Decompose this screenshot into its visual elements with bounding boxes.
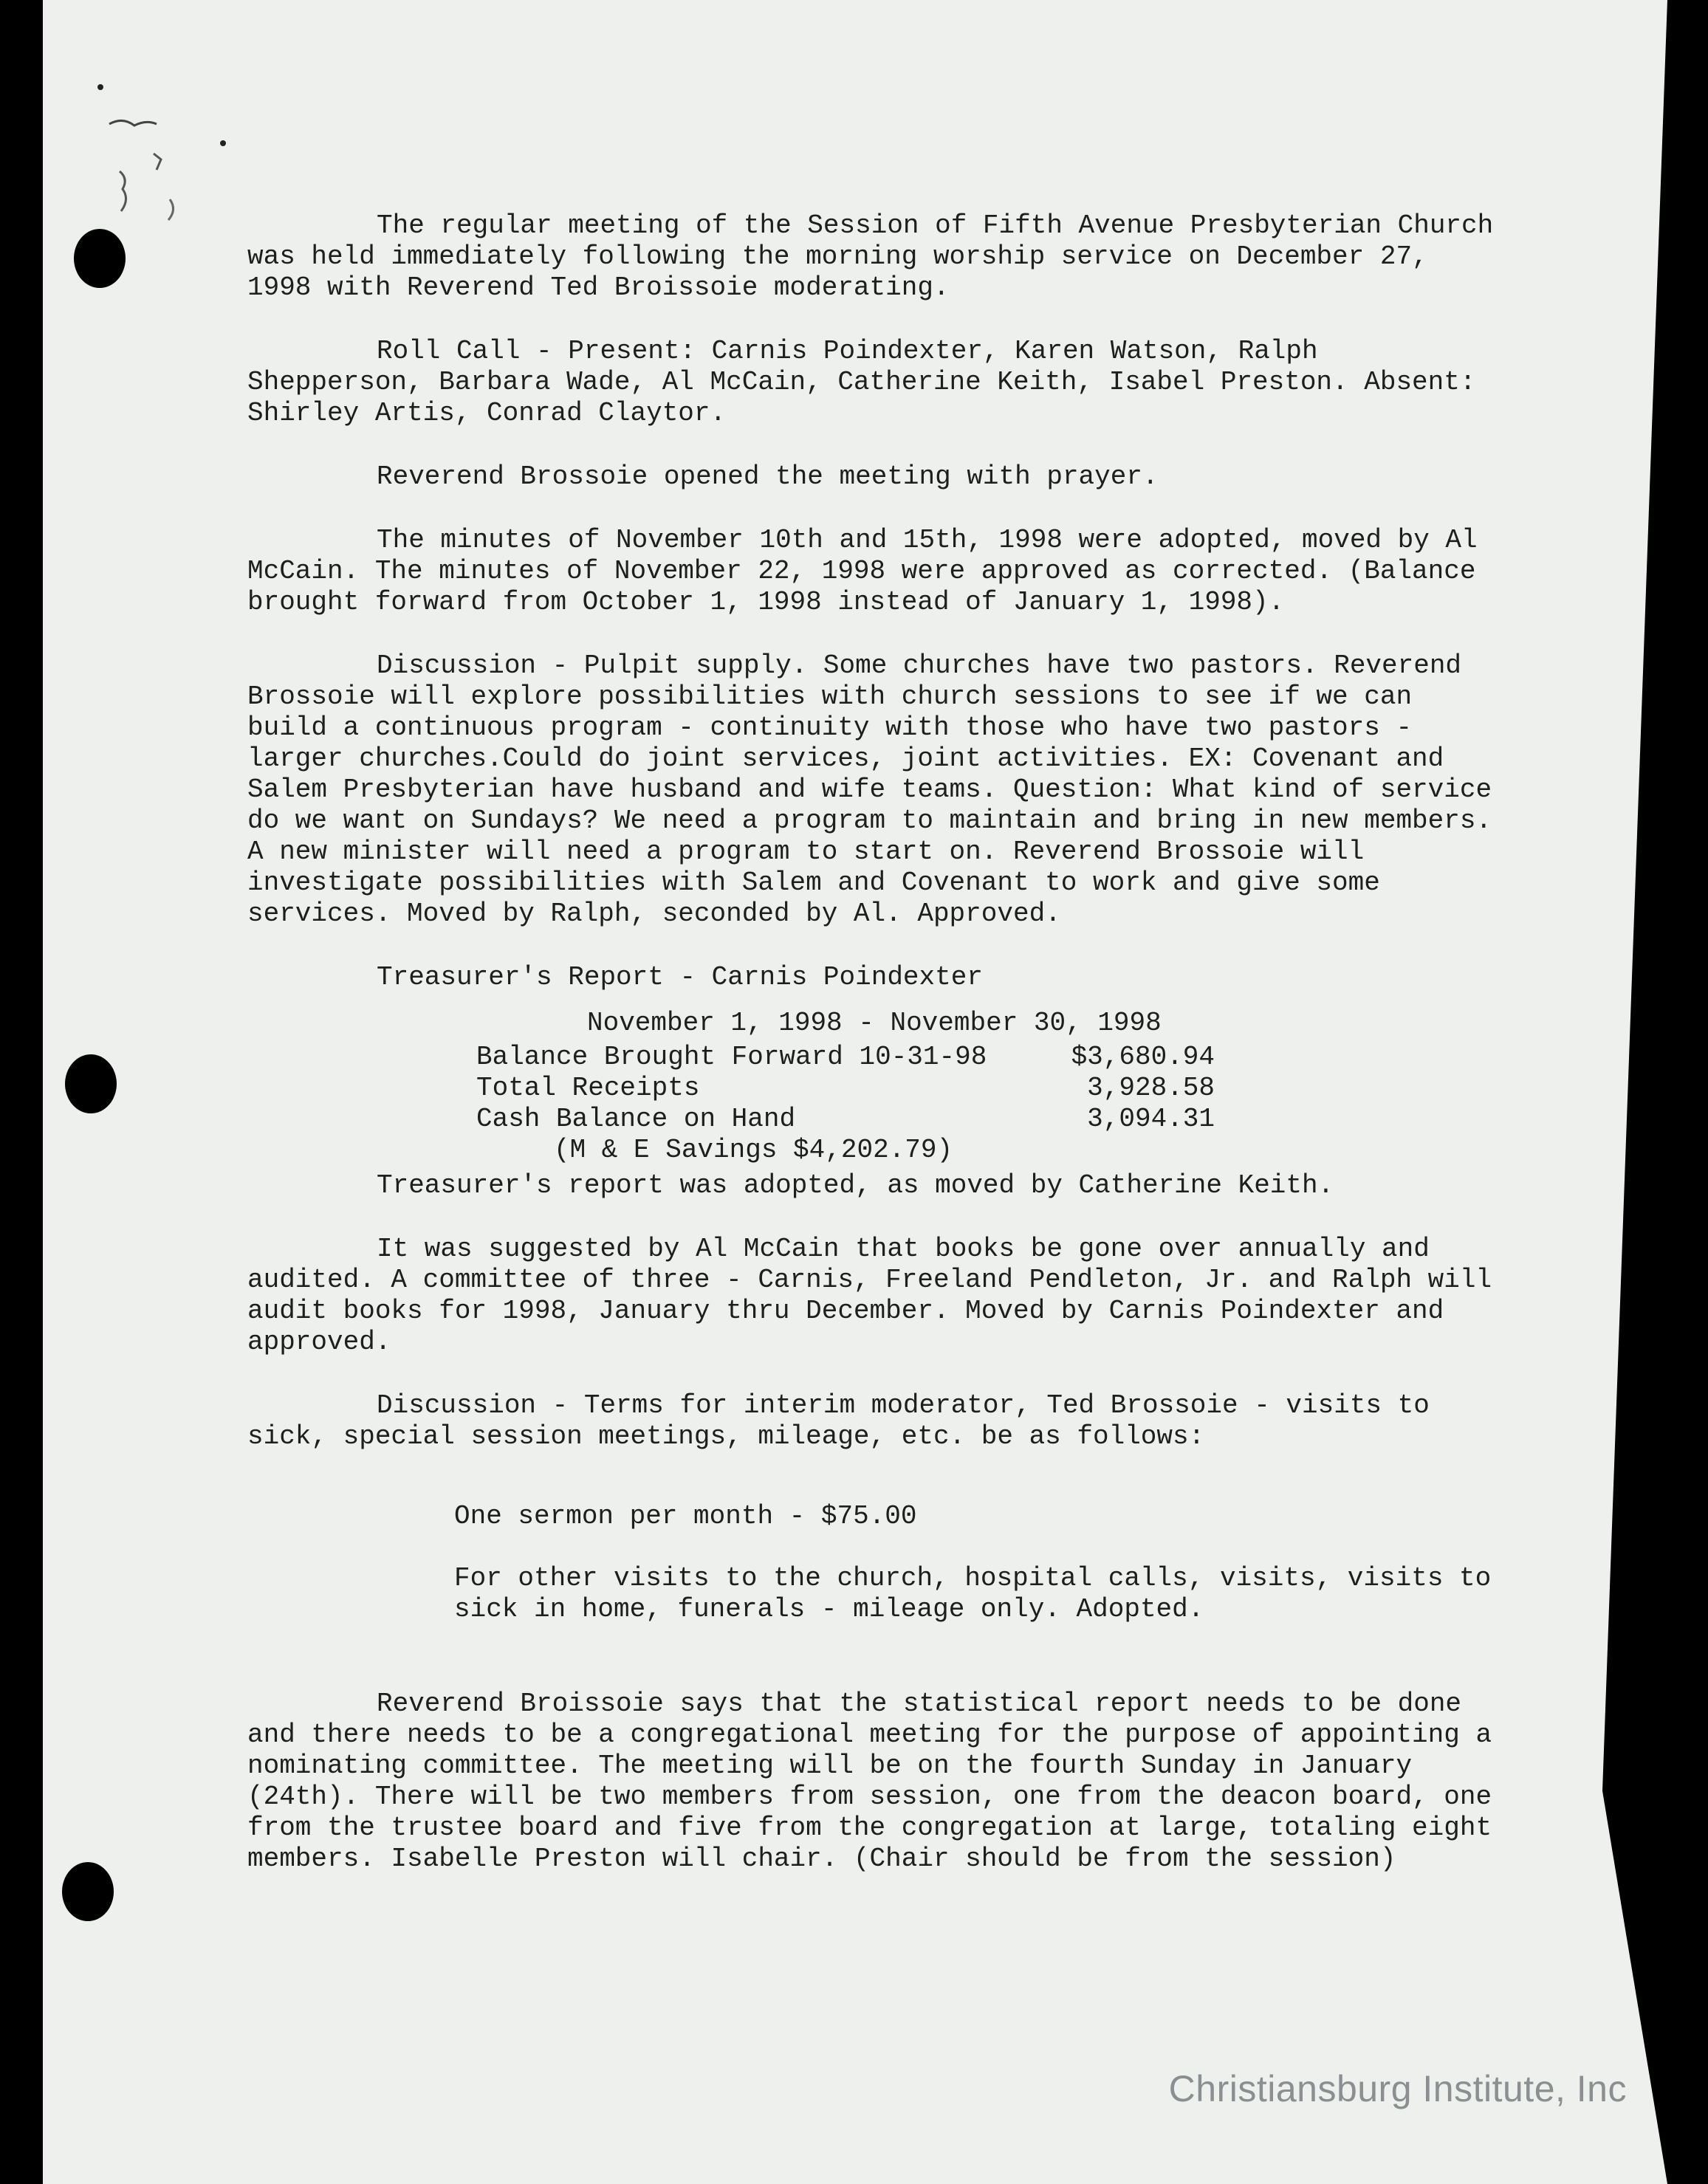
paragraph-terms: Discussion - Terms for interim moderator, Ted Brossoie - visits to sick, special session meetings, mileage, etc. be as follows: <box>247 1390 1430 1452</box>
paragraph-roll-call: Roll Call - Present: Carnis Poindexter, Karen Watson, Ralph Shepperson, Barbara Wade, Al McCain, Catherine Keith, Isabel Preston. Absent: Shirley Artis, Conrad Claytor. <box>247 336 1476 428</box>
archive-watermark: Christiansburg Institute, Inc <box>1168 2068 1627 2109</box>
paragraph-statistical-report: Reverend Broissoie says that the statistical report needs to be done and there needs to be a congregational meeting for the purpose of appointing a nominating committee. The meeting will be on the fourth Sunday in January (24th). There will be two members from session, one from the deacon board, one from the trustee board and five from the congregation at large, totaling eight members. Isabelle Preston will chair. (Chair should be from the session) <box>247 1689 1492 1874</box>
row-value: 3,928.58 <box>1087 1073 1215 1103</box>
report-savings: (M & E Savings $4,202.79) <box>554 1135 953 1165</box>
paragraph-pulpit-supply: Discussion - Pulpit supply. Some churches have two pastors. Reverend Brossoie will explore possibilities with church sessions to see if we can build a continuous program - continuity with those who have two pastors - larger churches.Could do joint services, joint activities. EX: Covenant and Salem Presbyterian have husband and wife teams. Question: What kind of service do we want on Sundays? We need a program to maintain and bring in new members. A new minister will need a program to start on. Reverend Brossoie will investigate possibilities with Salem and Covenant to work and give some services. Moved by Ralph, seconded by Al. Approved. <box>247 650 1492 929</box>
paragraph-audit: It was suggested by Al McCain that books be gone over annually and audited. A committee of three - Carnis, Freeland Pendleton, Jr. and Ralph will audit books for 1998, January thru December. Moved by Carnis Poindexter and approved. <box>247 1234 1492 1357</box>
term-item-sermon: One sermon per month - $75.00 <box>454 1501 917 1531</box>
punch-hole-bottom <box>62 1862 114 1921</box>
term-item-visits: For other visits to the church, hospital calls, visits, visits to sick in home, funerals - mileage only. Adopted. <box>454 1563 1492 1624</box>
row-value: 3,094.31 <box>1087 1104 1215 1134</box>
treasurer-report-heading: Treasurer's Report - Carnis Poindexter <box>377 962 983 992</box>
report-row-balance-forward <box>476 1042 1215 1073</box>
torn-corner-marks <box>52 81 229 251</box>
row-value: $3,680.94 <box>1071 1042 1215 1072</box>
row-label: Balance Brought Forward 10-31-98 <box>476 1042 987 1072</box>
report-period: November 1, 1998 - November 30, 1998 <box>587 1008 1162 1038</box>
treasurer-report <box>476 1008 1215 1166</box>
paragraph-opening: The regular meeting of the Session of Fifth Avenue Presbyterian Church was held immediately following the morning worship service on December 27, 1998 with Reverend Ted Broissoie moderating. <box>247 210 1494 303</box>
paragraph-minutes: The minutes of November 10th and 15th, 1998 were adopted, moved by Al McCain. The minutes of November 22, 1998 were approved as corrected. (Balance brought forward from October 1, 1998 instead of January 1, 1998). <box>247 525 1478 617</box>
report-row-total-receipts <box>476 1073 1215 1104</box>
minutes-document <box>247 210 1503 1907</box>
row-label: Total Receipts <box>476 1073 700 1103</box>
terms-list <box>454 1470 1503 1656</box>
treasurer-adopted-line: Treasurer's report was adopted, as moved by Catherine Keith. <box>377 1170 1334 1201</box>
row-label: Cash Balance on Hand <box>476 1104 796 1134</box>
report-row-cash-balance <box>476 1104 1215 1135</box>
punch-hole-top <box>74 229 126 288</box>
punch-hole-middle <box>65 1054 117 1113</box>
paragraph-prayer: Reverend Brossoie opened the meeting with prayer. <box>377 461 1159 492</box>
